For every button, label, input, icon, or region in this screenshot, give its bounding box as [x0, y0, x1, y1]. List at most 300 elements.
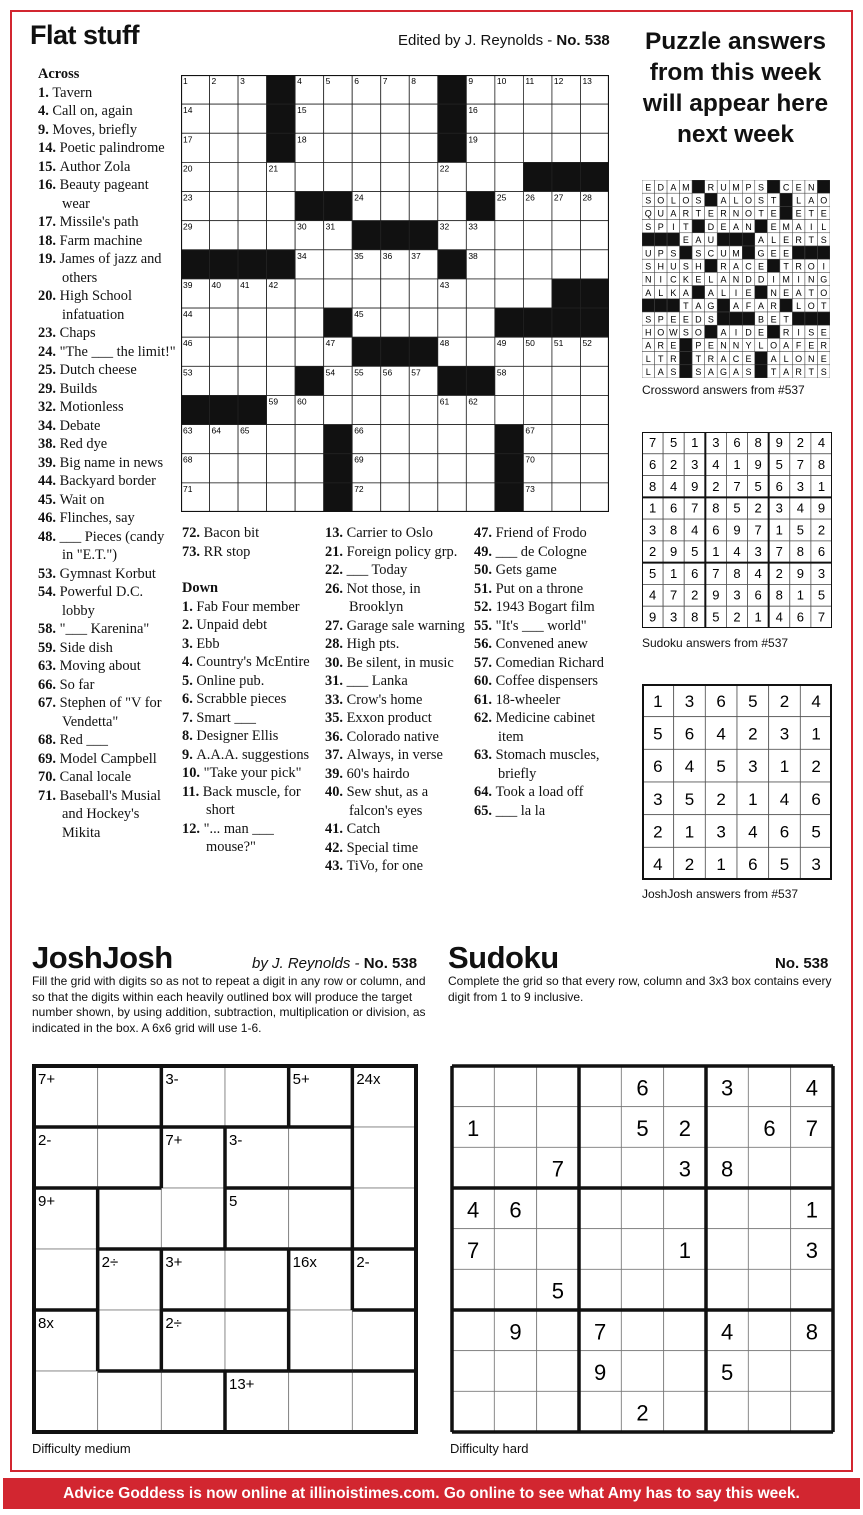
- crossword-clue-number: 18: [297, 134, 307, 145]
- answer-letter: A: [720, 195, 727, 206]
- answer-letter: E: [783, 235, 790, 246]
- clue-item: [38, 84, 178, 103]
- crossword-cell[interactable]: [381, 454, 410, 483]
- crossword-cell[interactable]: [381, 279, 410, 308]
- crossword-cell[interactable]: [324, 395, 353, 424]
- answer-digit: 6: [670, 500, 678, 516]
- answer-letter: K: [670, 287, 677, 298]
- joshjosh-cell[interactable]: [289, 1310, 353, 1371]
- answer-letter: C: [670, 274, 677, 285]
- sudoku-cell[interactable]: [748, 1269, 790, 1310]
- clue-item: [325, 783, 471, 820]
- clue-number: 35.: [325, 710, 347, 726]
- answer-digit: 9: [817, 500, 826, 516]
- crossword-cell[interactable]: [495, 250, 524, 279]
- crossword-block: [495, 483, 524, 512]
- crossword-cell[interactable]: [210, 366, 239, 395]
- crossword-cell[interactable]: [238, 162, 267, 191]
- crossword-cell[interactable]: [552, 454, 581, 483]
- crossword-cell[interactable]: [267, 454, 296, 483]
- sudoku-cell[interactable]: [791, 1351, 833, 1392]
- footer-banner: Advice Goddess is now online at illinoistimes.com. Go online to see what Amy has to say this week.: [3, 1478, 860, 1509]
- sudoku-grid[interactable]: [450, 1064, 835, 1434]
- joshjosh-cell[interactable]: [161, 1371, 225, 1432]
- crossword-grid[interactable]: [181, 75, 609, 512]
- answer-block: [805, 246, 818, 259]
- crossword-cell[interactable]: [381, 483, 410, 512]
- crossword-clue-number: 31: [325, 221, 336, 232]
- sudoku-cell[interactable]: [537, 1066, 579, 1107]
- crossword-cell[interactable]: [552, 104, 581, 133]
- crossword-cell[interactable]: [295, 337, 324, 366]
- sudoku-cell[interactable]: [664, 1066, 706, 1107]
- clue-text: Baseball's Musial and Hockey's Mikita: [59, 787, 161, 841]
- sudoku-cell[interactable]: [621, 1351, 663, 1392]
- clue-item: [38, 417, 178, 436]
- crossword-cell[interactable]: [523, 279, 552, 308]
- crossword-cell[interactable]: [295, 483, 324, 512]
- crossword-block: [552, 308, 581, 337]
- sudoku-cell[interactable]: [748, 1066, 790, 1107]
- crossword-cell[interactable]: [523, 250, 552, 279]
- crossword-cell[interactable]: [438, 425, 467, 454]
- sudoku-cell[interactable]: [579, 1269, 621, 1310]
- sudoku-cell[interactable]: [452, 1066, 494, 1107]
- sudoku-cell[interactable]: [494, 1066, 536, 1107]
- answer-letter: A: [795, 287, 802, 298]
- cage-target: 3+: [165, 1254, 183, 1271]
- joshjosh-cell[interactable]: [161, 1188, 225, 1249]
- answer-digit: 3: [796, 478, 804, 494]
- crossword-clue-number: 19: [468, 134, 478, 145]
- answer-letter: N: [745, 221, 752, 232]
- sudoku-cell[interactable]: [621, 1188, 663, 1229]
- crossword-cell[interactable]: [267, 366, 296, 395]
- sudoku-cell[interactable]: [748, 1391, 790, 1432]
- sudoku-cell[interactable]: [621, 1269, 663, 1310]
- crossword-cell[interactable]: [381, 308, 410, 337]
- crossword-cell[interactable]: [466, 425, 495, 454]
- joshjosh-cell[interactable]: [98, 1127, 162, 1188]
- clue-number: 48.: [38, 528, 60, 545]
- crossword-cell[interactable]: [324, 279, 353, 308]
- sudoku-cell[interactable]: [621, 1310, 663, 1351]
- crossword-cell[interactable]: [409, 395, 438, 424]
- joshjosh-grid[interactable]: [32, 1064, 418, 1434]
- sudoku-cell[interactable]: [579, 1066, 621, 1107]
- crossword-cell[interactable]: [580, 104, 609, 133]
- sudoku-cell[interactable]: [537, 1188, 579, 1229]
- answer-letter: P: [695, 340, 702, 351]
- sudoku-cell[interactable]: [748, 1147, 790, 1188]
- clue-text: Coffee dispensers: [495, 673, 599, 689]
- joshjosh-cell[interactable]: [352, 1188, 416, 1249]
- crossword-cell[interactable]: [580, 395, 609, 424]
- clue-text: Medicine cabinet item: [495, 710, 596, 745]
- clue-text: ___ Lanka: [346, 673, 408, 689]
- sudoku-cell[interactable]: [748, 1229, 790, 1270]
- crossword-cell[interactable]: [210, 221, 239, 250]
- answer-letter: L: [821, 221, 827, 232]
- sudoku-cell[interactable]: [579, 1229, 621, 1270]
- joshjosh-cell[interactable]: [352, 1371, 416, 1432]
- answer-digit: 7: [796, 457, 804, 473]
- sudoku-cell[interactable]: [494, 1391, 536, 1432]
- crossword-cell[interactable]: [238, 483, 267, 512]
- joshjosh-cell[interactable]: [289, 1188, 353, 1249]
- crossword-cell[interactable]: [381, 425, 410, 454]
- answer-block: [755, 352, 768, 365]
- answer-letter: S: [645, 221, 652, 232]
- answer-digit: 4: [817, 435, 826, 451]
- clue-number: 40.: [325, 784, 347, 800]
- crossword-cell[interactable]: [552, 221, 581, 250]
- crossword-cell[interactable]: [238, 337, 267, 366]
- sudoku-cell[interactable]: [494, 1269, 536, 1310]
- clue-item: [38, 472, 178, 491]
- sudoku-cell[interactable]: [748, 1310, 790, 1351]
- sudoku-cell[interactable]: [706, 1229, 748, 1270]
- joshjosh-cell[interactable]: [98, 1371, 162, 1432]
- sudoku-cell[interactable]: [452, 1391, 494, 1432]
- crossword-cell[interactable]: [552, 366, 581, 395]
- clue-item: [38, 287, 178, 324]
- sudoku-cell[interactable]: [494, 1147, 536, 1188]
- clue-text: Beauty pageant wear: [59, 177, 149, 212]
- answer-digit: 2: [796, 435, 804, 451]
- crossword-cell[interactable]: [523, 395, 552, 424]
- clue-item: [38, 694, 178, 731]
- sudoku-cell[interactable]: [452, 1310, 494, 1351]
- answer-letter: H: [695, 261, 702, 272]
- joshjosh-cell[interactable]: [225, 1066, 289, 1127]
- answer-letter: S: [695, 195, 702, 206]
- sudoku-cell[interactable]: [706, 1107, 748, 1148]
- crossword-cell[interactable]: [352, 395, 381, 424]
- crossword-cell[interactable]: [381, 395, 410, 424]
- crossword-cell[interactable]: [552, 395, 581, 424]
- crossword-cell[interactable]: [381, 162, 410, 191]
- joshjosh-cell[interactable]: [98, 1066, 162, 1127]
- crossword-clue-number: 37: [411, 250, 421, 261]
- sudoku-cell[interactable]: [579, 1391, 621, 1432]
- crossword-cell[interactable]: [438, 308, 467, 337]
- answer-letter: T: [695, 208, 702, 219]
- crossword-cell[interactable]: [210, 483, 239, 512]
- sudoku-given: 4: [805, 1075, 818, 1101]
- crossword-cell[interactable]: [466, 162, 495, 191]
- sudoku-cell[interactable]: [664, 1310, 706, 1351]
- answer-letter: O: [807, 301, 815, 312]
- crossword-cell[interactable]: [238, 454, 267, 483]
- sudoku-cell[interactable]: [748, 1351, 790, 1392]
- answer-letter: L: [796, 301, 802, 312]
- answer-digit: 6: [733, 435, 741, 451]
- answer-letter: A: [758, 235, 765, 246]
- sudoku-cell[interactable]: [452, 1351, 494, 1392]
- crossword-cell[interactable]: [295, 454, 324, 483]
- clue-text: Scrabble pieces: [196, 691, 287, 707]
- clue-item: [325, 543, 471, 562]
- joshjosh-cell[interactable]: [352, 1310, 416, 1371]
- sudoku-given: 3: [678, 1156, 691, 1182]
- answer-digit: 6: [817, 544, 826, 560]
- sudoku-cell[interactable]: [494, 1229, 536, 1270]
- clue-number: 27.: [325, 617, 347, 634]
- sudoku-cell[interactable]: [621, 1147, 663, 1188]
- sudoku-cell[interactable]: [537, 1310, 579, 1351]
- crossword-cell[interactable]: [495, 133, 524, 162]
- sudoku-cell[interactable]: [621, 1229, 663, 1270]
- answer-letter: L: [758, 340, 764, 351]
- sudoku-cell[interactable]: [791, 1269, 833, 1310]
- crossword-cell[interactable]: [295, 425, 324, 454]
- crossword-clue-number: 65: [240, 425, 250, 436]
- crossword-cell[interactable]: [210, 192, 239, 221]
- sudoku-cell[interactable]: [452, 1147, 494, 1188]
- answer-letter: E: [695, 274, 702, 285]
- sudoku-cell[interactable]: [706, 1269, 748, 1310]
- sudoku-cell[interactable]: [791, 1147, 833, 1188]
- joshjosh-cell[interactable]: [98, 1310, 162, 1371]
- crossword-cell[interactable]: [552, 483, 581, 512]
- crossword-cell[interactable]: [409, 162, 438, 191]
- crossword-cell[interactable]: [267, 425, 296, 454]
- crossword-cell[interactable]: [324, 250, 353, 279]
- sudoku-cell[interactable]: [706, 1188, 748, 1229]
- crossword-cell[interactable]: [409, 104, 438, 133]
- sudoku-cell[interactable]: [452, 1269, 494, 1310]
- crossword-cell[interactable]: [238, 366, 267, 395]
- clue-number: 57.: [474, 654, 496, 671]
- answer-letter: P: [657, 248, 664, 259]
- clue-number: 12.: [182, 820, 204, 837]
- crossword-cell[interactable]: [210, 133, 239, 162]
- crossword-cell[interactable]: [466, 483, 495, 512]
- answer-letter: E: [745, 287, 752, 298]
- crossword-cell[interactable]: [324, 162, 353, 191]
- crossword-cell[interactable]: [552, 425, 581, 454]
- crossword-cell[interactable]: [409, 454, 438, 483]
- sudoku-cell[interactable]: [537, 1229, 579, 1270]
- answer-digit: 6: [648, 457, 657, 473]
- crossword-cell[interactable]: [409, 133, 438, 162]
- crossword-cell[interactable]: [580, 366, 609, 395]
- crossword-clue-number: 59: [268, 396, 279, 407]
- clue-text: Fab Four member: [196, 598, 300, 615]
- crossword-cell[interactable]: [495, 162, 524, 191]
- crossword-cell[interactable]: [409, 483, 438, 512]
- crossword-cell[interactable]: [381, 192, 410, 221]
- answer-letter: H: [645, 327, 652, 338]
- clue-text: Red dye: [59, 436, 108, 452]
- crossword-cell[interactable]: [238, 192, 267, 221]
- answer-digit: 2: [811, 757, 821, 777]
- crossword-cell[interactable]: [352, 133, 381, 162]
- clue-item: [182, 727, 320, 746]
- crossword-cell[interactable]: [580, 250, 609, 279]
- crossword-clue-number: 46: [183, 338, 193, 349]
- crossword-cell[interactable]: [409, 308, 438, 337]
- crossword-cell[interactable]: [523, 133, 552, 162]
- crossword-cell[interactable]: [580, 133, 609, 162]
- crossword-cell[interactable]: [523, 104, 552, 133]
- answer-letter: H: [657, 261, 665, 272]
- sudoku-cell[interactable]: [748, 1188, 790, 1229]
- crossword-cell[interactable]: [523, 221, 552, 250]
- sudoku-given: 2: [636, 1400, 649, 1426]
- crossword-cell[interactable]: [238, 221, 267, 250]
- clue-text: Comedian Richard: [495, 654, 604, 671]
- sudoku-cell[interactable]: [791, 1391, 833, 1432]
- crossword-cell[interactable]: [210, 454, 239, 483]
- crossword-cell[interactable]: [580, 425, 609, 454]
- clue-item: [38, 232, 178, 251]
- crossword-cell[interactable]: [267, 337, 296, 366]
- crossword-cell[interactable]: [295, 308, 324, 337]
- crossword-cell[interactable]: [438, 192, 467, 221]
- answer-digit: 3: [817, 565, 826, 581]
- sudoku-answers-caption: Sudoku answers from #537: [642, 636, 789, 650]
- crossword-cell[interactable]: [580, 454, 609, 483]
- crossword-cell[interactable]: [409, 425, 438, 454]
- crossword-cell[interactable]: [238, 308, 267, 337]
- crossword-cell[interactable]: [210, 337, 239, 366]
- joshjosh-cell[interactable]: [352, 1127, 416, 1188]
- crossword-cell[interactable]: [267, 192, 296, 221]
- crossword-cell[interactable]: [438, 483, 467, 512]
- crossword-cell[interactable]: [267, 308, 296, 337]
- crossword-cell[interactable]: [495, 104, 524, 133]
- answer-letter: T: [683, 221, 689, 232]
- crossword-cell[interactable]: [466, 454, 495, 483]
- joshjosh-cell[interactable]: [289, 1127, 353, 1188]
- clue-text: Big name in news: [59, 454, 164, 471]
- joshjosh-cell[interactable]: [289, 1371, 353, 1432]
- joshjosh-cell[interactable]: [225, 1310, 289, 1371]
- answer-block: [742, 246, 755, 259]
- cage-target: 16x: [292, 1254, 317, 1271]
- answer-digit: 4: [653, 855, 663, 875]
- crossword-cell[interactable]: [466, 308, 495, 337]
- answer-digit: 1: [712, 544, 720, 560]
- sudoku-cell[interactable]: [664, 1391, 706, 1432]
- crossword-cell[interactable]: [295, 162, 324, 191]
- crossword-cell[interactable]: [495, 221, 524, 250]
- clue-item: [38, 454, 178, 473]
- crossword-clue-number: 71: [183, 483, 193, 494]
- clue-text: Colorado native: [346, 728, 439, 745]
- sudoku-cell[interactable]: [494, 1107, 536, 1148]
- crossword-cell[interactable]: [238, 133, 267, 162]
- answer-digit: 2: [716, 789, 726, 809]
- crossword-cell[interactable]: [466, 337, 495, 366]
- crossword-cell[interactable]: [580, 221, 609, 250]
- sudoku-cell[interactable]: [494, 1351, 536, 1392]
- crossword-cell[interactable]: [267, 483, 296, 512]
- crossword-cell[interactable]: [324, 104, 353, 133]
- crossword-cell[interactable]: [495, 395, 524, 424]
- crossword-cell[interactable]: [381, 133, 410, 162]
- crossword-cell[interactable]: [210, 308, 239, 337]
- sudoku-given: 1: [805, 1197, 818, 1223]
- answer-letter: M: [682, 182, 690, 193]
- clue-text: So far: [59, 676, 95, 693]
- crossword-cell[interactable]: [210, 104, 239, 133]
- sudoku-cell[interactable]: [579, 1107, 621, 1148]
- answer-letter: E: [783, 248, 790, 259]
- clue-text: Smart ___: [196, 709, 256, 726]
- answer-letter: A: [695, 235, 702, 246]
- sudoku-cell[interactable]: [706, 1391, 748, 1432]
- crossword-cell[interactable]: [409, 279, 438, 308]
- clue-text: Convened anew: [495, 636, 588, 652]
- answer-letter: U: [720, 248, 727, 259]
- clue-text: TiVo, for one: [346, 858, 423, 874]
- clue-item: [325, 857, 471, 876]
- clue-item: [38, 583, 178, 620]
- crossword-cell[interactable]: [552, 133, 581, 162]
- cage-target: 24x: [356, 1071, 381, 1088]
- clue-text: "It's ___ world": [495, 617, 587, 634]
- crossword-cell[interactable]: [381, 104, 410, 133]
- clue-text: Stomach muscles, briefly: [495, 747, 600, 782]
- answer-digit: 1: [670, 565, 678, 581]
- joshjosh-cell[interactable]: [34, 1249, 98, 1310]
- sudoku-cell[interactable]: [579, 1147, 621, 1188]
- crossword-cell[interactable]: [466, 279, 495, 308]
- joshjosh-cell[interactable]: [98, 1188, 162, 1249]
- answer-letter: E: [682, 314, 689, 325]
- crossword-cell[interactable]: [295, 279, 324, 308]
- crossword-cell[interactable]: [409, 192, 438, 221]
- crossword-cell[interactable]: [495, 279, 524, 308]
- clue-number: 2.: [182, 617, 197, 633]
- crossword-clue-number: 38: [468, 250, 478, 261]
- crossword-cell[interactable]: [267, 221, 296, 250]
- crossword-cell[interactable]: [352, 162, 381, 191]
- sudoku-instructions: Complete the grid so that every row, column and 3x3 box contains every digit from 1 to 9 inclusive.: [448, 974, 832, 1004]
- crossword-cell[interactable]: [352, 104, 381, 133]
- joshjosh-cell[interactable]: [225, 1249, 289, 1310]
- sudoku-cell[interactable]: [664, 1188, 706, 1229]
- sudoku-cell[interactable]: [664, 1351, 706, 1392]
- crossword-cell[interactable]: [238, 104, 267, 133]
- clue-item: [474, 635, 614, 654]
- crossword-cell[interactable]: [324, 133, 353, 162]
- crossword-cell[interactable]: [352, 279, 381, 308]
- sudoku-cell[interactable]: [537, 1351, 579, 1392]
- clue-number: 6.: [182, 691, 197, 707]
- sudoku-cell[interactable]: [537, 1391, 579, 1432]
- clue-number: 64.: [474, 784, 496, 800]
- sudoku-cell[interactable]: [664, 1269, 706, 1310]
- crossword-cell[interactable]: [523, 366, 552, 395]
- crossword-cell[interactable]: [438, 454, 467, 483]
- sudoku-cell[interactable]: [579, 1188, 621, 1229]
- sudoku-cell[interactable]: [537, 1107, 579, 1148]
- crossword-cell[interactable]: [580, 483, 609, 512]
- clue-number: 16.: [38, 177, 60, 193]
- joshjosh-cell[interactable]: [34, 1371, 98, 1432]
- clue-text: RR stop: [203, 543, 251, 560]
- crossword-cell[interactable]: [210, 162, 239, 191]
- clue-number: 44.: [38, 473, 60, 489]
- crossword-cell[interactable]: [552, 250, 581, 279]
- clue-text: Catch: [346, 821, 381, 837]
- crossword-block: [381, 221, 410, 250]
- answer-block: [692, 286, 705, 299]
